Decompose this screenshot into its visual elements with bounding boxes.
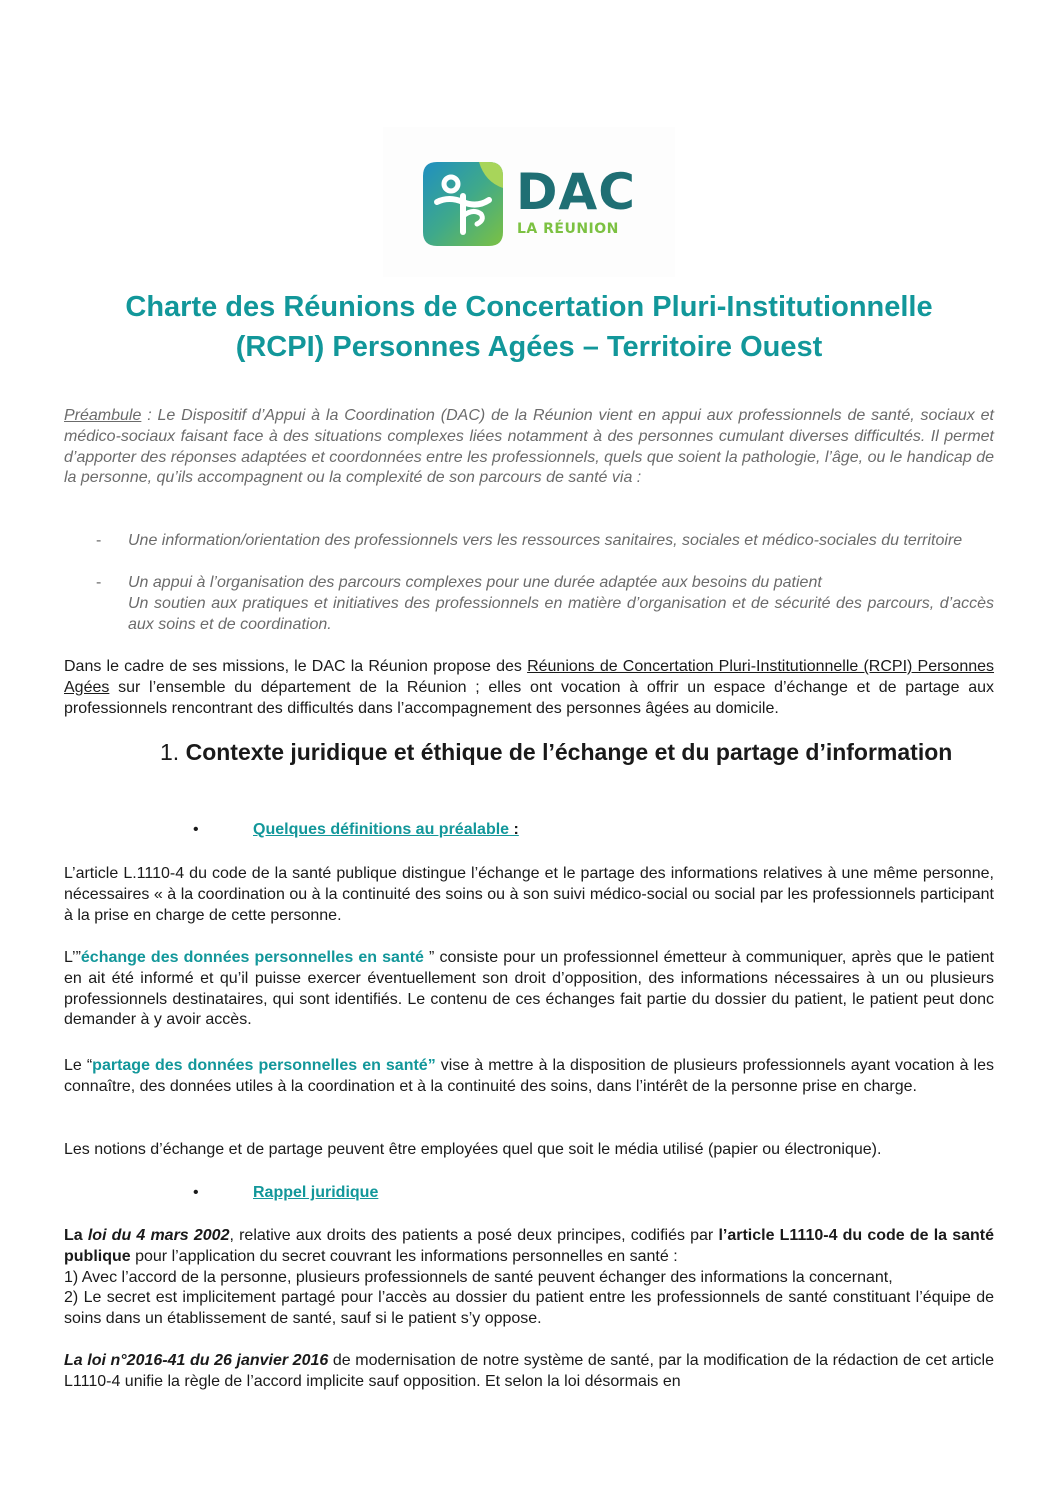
echange-term: échange des données personnelles en santé — [80, 949, 424, 966]
subsection-colon: : — [509, 821, 519, 838]
bullet-text: Une information/orientation des professionnels vers les ressources sanitaires, sociales et médico-sociales du territoire — [128, 532, 963, 549]
loi-2002-item-1: 1) Avec l’accord de la personne, plusieurs professionnels de santé peuvent échanger des informations la concernant, — [64, 1268, 893, 1286]
logo-brand-text: DAC — [516, 163, 636, 221]
section-1-heading — [160, 738, 994, 767]
rcpi-link[interactable]: Réunions de Concertation Pluri-Institutionnelle (RCPI) Personnes Agées — [64, 658, 995, 696]
subsection-label-text: Quelques définitions au préalable — [253, 821, 510, 838]
echange-paragraph — [64, 948, 994, 1031]
notions-paragraph: Les notions d’échange et de partage peuvent être employées quel que soit le média utilisé (papier ou électronique). — [64, 1141, 882, 1158]
loi-2016-paragraph — [64, 1351, 994, 1393]
echange-after: ” consiste pour un professionnel émetteur à communiquer, après que le patient en ait été informé et qu’il puisse exercer éventuellement son droit d’opposition, des informations nécessaires à un ou plusieurs professionnels destinataires, qui sont identifiés. Le contenu de ces échanges fait partie du dossier du patient, le patient peut donc demander à y avoir accès. — [64, 949, 994, 1029]
loi-2002-mid: , relative aux droits des patients a posé deux principes, codifiés par — [229, 1227, 719, 1244]
partage-after: vise à mettre à la disposition de plusieurs professionnels ayant vocation à les connaître, des données utiles à la coordination et à la continuité des soins, dans l’intérêt de la personne prise en charge. — [64, 1057, 994, 1095]
dac-logo — [383, 127, 675, 277]
preamble-label: Préambule — [64, 407, 142, 424]
logo-subtitle-text: LA RÉUNION — [517, 221, 619, 237]
dash-marker: - — [96, 574, 102, 591]
intro-text-after: sur l’ensemble du département de la Réunion ; elles ont vocation à offrir un espace d’échange et de partage aux professionnels rencontrant des difficultés dans l’accompagnement des personnes âgées au domicile. — [64, 678, 994, 717]
loi-2002-name: loi du 4 mars 2002 — [87, 1227, 230, 1244]
bullet-text: Un soutien aux pratiques et initiatives des professionnels en matière d’organisation et de sécurité des parcours, d’accès aux soins et de coordination. — [128, 595, 994, 633]
partage-term: partage des données personnelles en santé” — [92, 1057, 436, 1074]
loi-2002-item-2: 2) Le secret est implicitement partagé pour l’accès au dossier du patient entre les professionnels de santé constituant l’équipe de soins dans un établissement de santé, sauf si le patient s’y oppose. — [64, 1289, 994, 1328]
loi-2016-name: La loi n°2016-41 du 26 janvier 2016 — [64, 1352, 329, 1369]
loi-2002-paragraph — [64, 1226, 994, 1330]
loi-2016-text: de modernisation de notre système de santé, par la modification de la rédaction de cet article L1110-4 unifie la règle de l’accord implicite sauf opposition. Et selon la loi désormais en — [64, 1352, 994, 1390]
section-title: Contexte juridique et éthique de l’échange et du partage d’information — [185, 739, 953, 765]
bullet-marker: • — [193, 1184, 199, 1201]
dac-person-icon — [423, 162, 503, 246]
subsection-label — [253, 821, 519, 839]
section-number: 1. — [160, 739, 180, 765]
loi-2002-la: La — [64, 1227, 88, 1244]
bullet-marker: • — [193, 821, 199, 838]
partage-before: Le “ — [64, 1057, 93, 1074]
subsection-label: Rappel juridique — [253, 1184, 379, 1201]
intro-text-before: Dans le cadre de ses missions, le DAC la Réunion propose des — [64, 658, 528, 675]
document-title — [60, 287, 998, 367]
intro-paragraph — [64, 657, 994, 719]
dash-marker: - — [96, 532, 102, 549]
loi-2002-article: l’article L1110-4 du code de la santé publique — [64, 1227, 995, 1265]
title-line-1: Charte des Réunions de Concertation Pluri-Institutionnelle — [125, 291, 933, 323]
echange-before: L’” — [64, 949, 81, 966]
preamble-text: : Le Dispositif d’Appui à la Coordination (DAC) de la Réunion vient en appui aux professionnels de santé, sociaux et médico-sociaux faisant face à des situations complexes liées notamment à des personnes cumulant diverses difficultés. Il permet d’apporter des réponses adaptées et coordonnées entre les professionnels, quels que soient la pathologie, l’âge, ou le handicap de la personne, qu’ils accompagnent ou la complexité de son parcours de santé via : — [64, 407, 994, 487]
title-line-2: (RCPI) Personnes Agées – Territoire Ouest — [235, 331, 823, 363]
article-paragraph: L’article L.1110-4 du code de la santé publique distingue l’échange et le partage des informations relatives à une même personne, nécessaires « à la coordination ou à la continuité des soins ou à son suivi médico-social ou social par les professionnels participant à la prise en charge de cette personne. — [64, 865, 994, 924]
bullet-text: Un appui à l’organisation des parcours complexes pour une durée adaptée aux besoins du patient — [128, 574, 822, 591]
partage-paragraph — [64, 1056, 994, 1098]
loi-2002-end: pour l’application du secret couvrant les informations personnelles en santé : — [130, 1247, 678, 1265]
preamble-paragraph — [64, 406, 994, 489]
